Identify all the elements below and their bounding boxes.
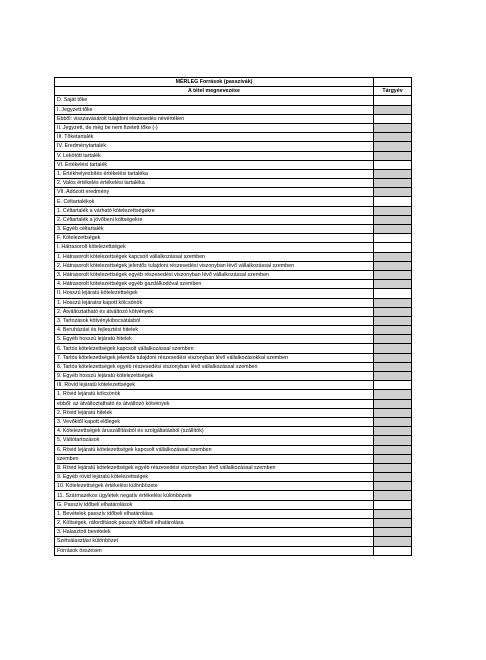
- table-row: [55, 188, 412, 197]
- table-row: [55, 454, 412, 463]
- table-row: [55, 225, 412, 234]
- row-value-cell: [374, 151, 412, 160]
- row-value-cell: [374, 280, 412, 289]
- row-value-cell: [374, 160, 412, 169]
- row-value-cell: [374, 326, 412, 335]
- row-value-cell: [374, 353, 412, 362]
- table-row: [55, 280, 412, 289]
- row-value-cell: [374, 473, 412, 482]
- row-value-cell: [374, 252, 412, 261]
- row-label: 5. Egyéb hosszú lejáratú hitelek: [55, 335, 374, 344]
- row-value-cell: [374, 509, 412, 518]
- row-label: 9. Egyéb hosszú lejáratú kötelezettségek: [55, 372, 374, 381]
- header-row: [55, 87, 412, 96]
- row-value-cell: [374, 417, 412, 426]
- table-title: MÉRLEG Források (passzívák): [55, 78, 374, 87]
- row-value-cell: [374, 105, 412, 114]
- table-row: [55, 252, 412, 261]
- row-value-cell: [374, 399, 412, 408]
- table-row: [55, 316, 412, 325]
- table-row: [55, 509, 412, 518]
- row-value-cell: [374, 372, 412, 381]
- table-row: [55, 123, 412, 132]
- row-label: 7. Tartós kötelezettségek jelentős tulajdoni részesedési viszonyban lévő vállalkozásokkal szemben: [55, 353, 374, 362]
- row-label: VI. Értékelési tartalék: [55, 160, 374, 169]
- table-row: [55, 270, 412, 279]
- table-row: [55, 473, 412, 482]
- row-label: F. Kötelezettségek: [55, 234, 374, 243]
- row-value-cell: [374, 188, 412, 197]
- row-label: 2. Átváltoztatható és átváltozó kötvények: [55, 307, 374, 316]
- row-label: 9. Egyéb rövid lejáratú kötelezettségek: [55, 473, 374, 482]
- row-value-cell: [374, 270, 412, 279]
- row-label: 4. Hátrasorolt kötelezettségek egyéb gazdálkodóval szemben: [55, 280, 374, 289]
- table-row: [55, 105, 412, 114]
- row-value-cell: [374, 133, 412, 142]
- row-value-cell: [374, 482, 412, 491]
- table-row: [55, 381, 412, 390]
- row-value-cell: [374, 381, 412, 390]
- row-value-cell: [374, 537, 412, 546]
- row-label: ebből: az átváltoztatható és átváltozó kötvények: [55, 399, 374, 408]
- row-label: 1. Értékhelyesbítés értékelési tartaléka: [55, 169, 374, 178]
- table-row: [55, 519, 412, 528]
- row-value-cell: [374, 197, 412, 206]
- table-row: [55, 528, 412, 537]
- table-row: [55, 537, 412, 546]
- title-row: [55, 78, 412, 87]
- row-label: 5. Váltótartozások: [55, 436, 374, 445]
- row-label: I. Jegyzett tőke: [55, 105, 374, 114]
- row-value-cell: [374, 114, 412, 123]
- row-label: 11. Származékos ügyletek negatív értékelési különbözete: [55, 491, 374, 500]
- row-label: 2. Rövid lejáratú hitelek: [55, 408, 374, 417]
- table-row: [55, 261, 412, 270]
- table-row: [55, 362, 412, 371]
- table-row: [55, 234, 412, 243]
- row-value-cell: [374, 528, 412, 537]
- row-label: 4. Beruházási és fejlesztési hitelek: [55, 326, 374, 335]
- row-value-cell: [374, 408, 412, 417]
- row-value-cell: [374, 298, 412, 307]
- table-row: [55, 500, 412, 509]
- row-value-cell: [374, 427, 412, 436]
- row-label: 10. Kötelezettségek értékelési különbözete: [55, 482, 374, 491]
- row-label: IV. Eredménytartalék: [55, 142, 374, 151]
- row-value-cell: [374, 243, 412, 252]
- table-row: [55, 353, 412, 362]
- table-row: [55, 133, 412, 142]
- row-label: III. Tőketartalék: [55, 133, 374, 142]
- row-value-cell: [374, 344, 412, 353]
- row-value-cell: [374, 225, 412, 234]
- row-label: 1. Hátrasorolt kötelezettségek kapcsolt vállalkozással szemben: [55, 252, 374, 261]
- table-row: [55, 307, 412, 316]
- row-label: 1. Bevételek passzív időbeli elhatárolása: [55, 509, 374, 518]
- table-row: [55, 427, 412, 436]
- row-label: E. Céltartalékok: [55, 197, 374, 206]
- row-label: 3. Egyéb céltartalék: [55, 225, 374, 234]
- title-value-cell: [374, 78, 412, 87]
- row-value-cell: [374, 96, 412, 105]
- row-label: 2. Valós értékelés értékelési tartaléka: [55, 179, 374, 188]
- row-value-cell: [374, 390, 412, 399]
- table-row: [55, 436, 412, 445]
- row-label: II. Jegyzett, de még be nem fizetett tőke (-): [55, 123, 374, 132]
- row-value-cell: [374, 215, 412, 224]
- row-label: G. Passzív időbeli elhatárolások: [55, 500, 374, 509]
- table-row: [55, 546, 412, 555]
- table-row: [55, 215, 412, 224]
- row-value-cell: [374, 491, 412, 500]
- table-row: [55, 114, 412, 123]
- row-label: V. Lekötött tartalék: [55, 151, 374, 160]
- row-label: 3. Hátrasorolt kötelezettségek egyéb részesedési viszonyban lévő vállalkozással szemben: [55, 270, 374, 279]
- row-label: Ebből: visszavásárolt tulajdoni részesedés névértéken: [55, 114, 374, 123]
- table-row: [55, 197, 412, 206]
- row-value-cell: [374, 234, 412, 243]
- row-label: 8. Tartós kötelezettségek egyéb részesedési viszonyban lévő vállalkozással szemben: [55, 362, 374, 371]
- row-value-cell: [374, 261, 412, 270]
- table-row: [55, 160, 412, 169]
- column-header-value: Tárgyév: [374, 87, 412, 96]
- row-value-cell: [374, 307, 412, 316]
- balance-sheet-table: [54, 77, 412, 556]
- row-label: Források összesen: [55, 546, 374, 555]
- table-body: [55, 78, 412, 556]
- table-row: [55, 206, 412, 215]
- table-row: [55, 96, 412, 105]
- row-value-cell: [374, 445, 412, 454]
- row-label: 6. Tartós kötelezettségek kapcsolt vállalkozással szemben: [55, 344, 374, 353]
- row-label: 6. Rövid lejáratú kötelezettségek kapcsolt vállalkozással szemben: [55, 445, 374, 454]
- table-row: [55, 417, 412, 426]
- row-label: D. Saját tőke: [55, 96, 374, 105]
- table-row: [55, 169, 412, 178]
- row-value-cell: [374, 519, 412, 528]
- table-row: [55, 445, 412, 454]
- row-value-cell: [374, 169, 412, 178]
- table-row: [55, 399, 412, 408]
- row-label: 3. Halasztott bevételek: [55, 528, 374, 537]
- row-value-cell: [374, 206, 412, 215]
- row-value-cell: [374, 142, 412, 151]
- row-value-cell: [374, 463, 412, 472]
- table-row: [55, 491, 412, 500]
- row-label: 1. Hosszú lejáratra kapott kölcsönök: [55, 298, 374, 307]
- row-label: 4. Kötelezettségek áruszállításból és szolgáltatásból (szállítók): [55, 427, 374, 436]
- table-row: [55, 482, 412, 491]
- row-label: 1. Céltartalék a várható kötelezettségekre: [55, 206, 374, 215]
- row-label: 2. Céltartalék a jövőbeni költségekre: [55, 215, 374, 224]
- row-value-cell: [374, 316, 412, 325]
- table-row: [55, 179, 412, 188]
- row-value-cell: [374, 362, 412, 371]
- row-value-cell: [374, 436, 412, 445]
- table-row: [55, 289, 412, 298]
- row-value-cell: [374, 335, 412, 344]
- row-label: 2. Hátrasorolt kötelezettségek jelentős tulajdoni részesedési viszonyban lévő vállalkozással szemben: [55, 261, 374, 270]
- row-label: VII. Adózott eredmény: [55, 188, 374, 197]
- table-row: [55, 326, 412, 335]
- column-header-label: A tétel megnevezése: [55, 87, 374, 96]
- table-row: [55, 390, 412, 399]
- row-label: 2. Költségek, ráfordítások passzív időbeli elhatárolása: [55, 519, 374, 528]
- row-label: Szétválasztási különbözet: [55, 537, 374, 546]
- table-row: [55, 151, 412, 160]
- table-row: [55, 142, 412, 151]
- row-label: 8. Rövid lejáratú kötelezettségek egyéb részesedési viszonyban lévő vállalkozással szemben: [55, 463, 374, 472]
- table-row: [55, 298, 412, 307]
- table-row: [55, 335, 412, 344]
- row-label: I. Hátrasorolt kötelezettségek: [55, 243, 374, 252]
- table-row: [55, 408, 412, 417]
- row-value-cell: [374, 289, 412, 298]
- table-row: [55, 243, 412, 252]
- row-label: szemben: [55, 454, 374, 463]
- table-row: [55, 463, 412, 472]
- row-value-cell: [374, 179, 412, 188]
- row-value-cell: [374, 454, 412, 463]
- row-value-cell: [374, 500, 412, 509]
- table-row: [55, 344, 412, 353]
- row-value-cell: [374, 123, 412, 132]
- row-value-cell: [374, 546, 412, 555]
- row-label: II. Hosszú lejáratú kötelezettségek: [55, 289, 374, 298]
- table-row: [55, 372, 412, 381]
- row-label: 3. Vevőktől kapott előlegek: [55, 417, 374, 426]
- row-label: 3. Tartozások kötvénykibocsátásból: [55, 316, 374, 325]
- row-label: 1. Rövid lejáratú kölcsönök: [55, 390, 374, 399]
- row-label: III. Rövid lejáratú kötelezettségek: [55, 381, 374, 390]
